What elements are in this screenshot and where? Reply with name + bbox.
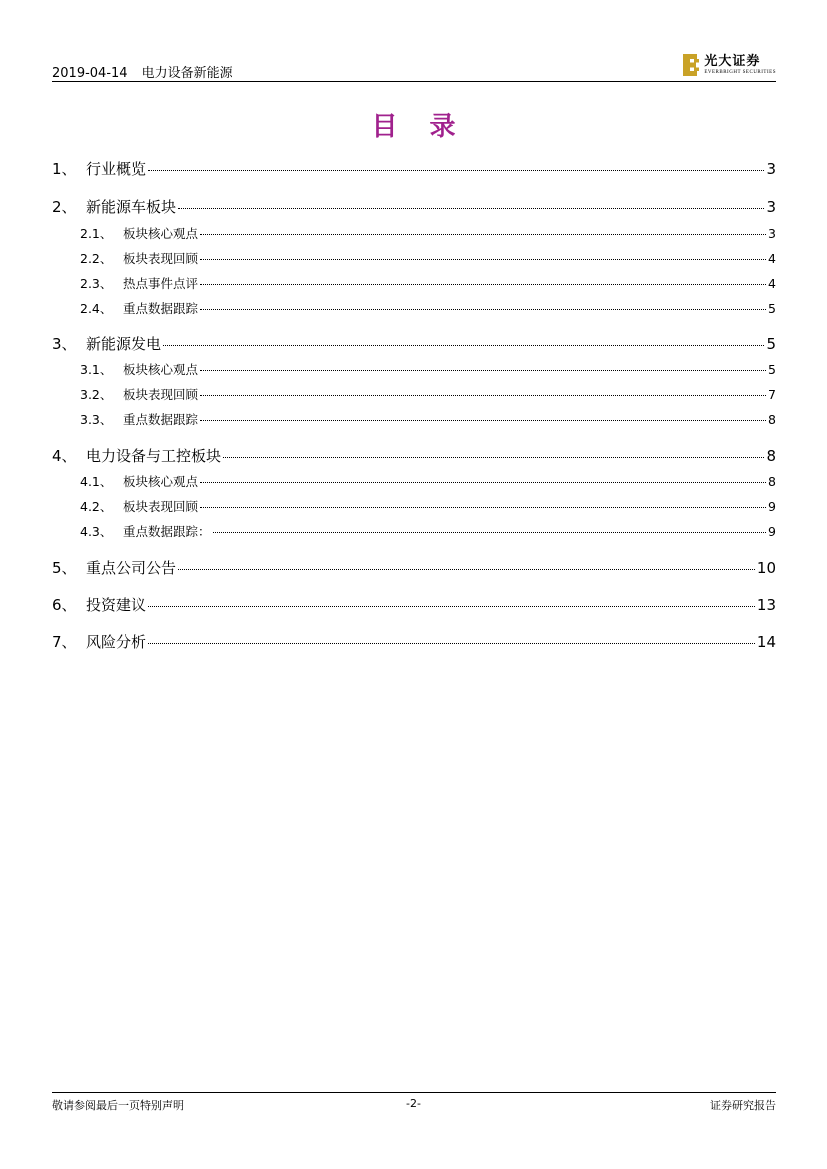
report-date: 2019-04-14 (52, 66, 128, 81)
toc-entry[interactable] (52, 557, 776, 578)
footer-disclaimer: 敬请参阅最后一页特别声明 (52, 1099, 184, 1112)
toc-entry-page: 4 (768, 276, 776, 291)
logo-chinese-name: 光大证券 (704, 54, 761, 69)
toc-entry-label: 板块核心观点 (123, 362, 199, 377)
toc-entry[interactable] (52, 445, 776, 466)
report-sector: 电力设备新能源 (141, 66, 233, 81)
toc-entry-page: 9 (768, 524, 776, 539)
toc-entry[interactable] (52, 631, 776, 652)
page-header (52, 54, 776, 82)
toc-entry-number: 2.2、 (80, 251, 113, 266)
logo-english-name: EVERBRIGHT SECURITIES (704, 70, 776, 75)
toc-entry-number: 5、 (52, 559, 77, 577)
toc-entry-number: 2.3、 (80, 276, 113, 291)
toc-entry-label: 投资建议 (86, 596, 147, 614)
toc-subentry[interactable] (52, 522, 776, 540)
toc-entry-page: 5 (768, 301, 776, 316)
toc-leader (178, 569, 755, 570)
toc-entry-label: 重点数据跟踪： (123, 524, 211, 539)
company-logo (682, 52, 776, 78)
toc-subentry[interactable] (52, 274, 776, 292)
toc-subentry[interactable] (52, 472, 776, 490)
toc-entry-page: 10 (756, 559, 776, 577)
toc-title: 目录 (371, 112, 488, 142)
toc-entry-number: 4.2、 (80, 499, 113, 514)
toc-entry-label: 电力设备与工控板块 (86, 447, 222, 465)
toc-entry-number: 7、 (52, 633, 77, 651)
toc-entry-page: 8 (766, 447, 776, 465)
toc-entry-label: 板块表现回顾 (123, 499, 199, 514)
toc-subentry[interactable] (52, 249, 776, 267)
header-text (52, 62, 233, 81)
toc-entry-number: 2.4、 (80, 301, 113, 316)
logo-mark-icon (682, 53, 700, 77)
toc-entry-page: 5 (768, 362, 776, 377)
toc-entry-page: 7 (768, 387, 776, 402)
page-number: -2- (406, 1097, 421, 1110)
toc-entry-label: 新能源车板块 (86, 198, 177, 216)
toc-entry-number: 3.2、 (80, 387, 113, 402)
toc-leader (200, 259, 766, 260)
toc-entry-number: 1、 (52, 160, 77, 178)
toc-leader (148, 170, 764, 171)
toc-leader (148, 643, 755, 644)
toc-entry-label: 风险分析 (86, 633, 147, 651)
toc-entry-label: 板块核心观点 (123, 474, 199, 489)
toc-entry-number: 2、 (52, 198, 77, 216)
toc-leader (200, 507, 766, 508)
toc-leader (200, 309, 766, 310)
toc-entry-page: 3 (768, 226, 776, 241)
toc-entry-number: 4、 (52, 447, 77, 465)
toc-subentry[interactable] (52, 385, 776, 403)
toc-entry-number: 3、 (52, 335, 77, 353)
toc-entry[interactable] (52, 158, 776, 179)
toc-entry-label: 热点事件点评 (123, 276, 199, 291)
toc-entry[interactable] (52, 594, 776, 615)
toc-leader (163, 345, 764, 346)
footer-category: 证券研究报告 (710, 1099, 776, 1112)
toc-entry-label: 新能源发电 (86, 335, 162, 353)
toc-entry-page: 4 (768, 251, 776, 266)
toc-subentry[interactable] (52, 299, 776, 317)
toc-leader (148, 606, 755, 607)
toc-entry-label: 重点公司公告 (86, 559, 177, 577)
toc-leader (200, 234, 766, 235)
toc-subentry[interactable] (52, 497, 776, 515)
toc-entry-page: 8 (768, 474, 776, 489)
footer-divider (52, 1092, 776, 1093)
toc-entry-number: 6、 (52, 596, 77, 614)
toc-subentry[interactable] (52, 224, 776, 242)
toc-entry-label: 板块表现回顾 (123, 251, 199, 266)
toc-leader (200, 395, 766, 396)
header-divider (52, 81, 776, 82)
toc-entry[interactable] (52, 196, 776, 217)
toc-entry-page: 8 (768, 412, 776, 427)
toc-entry-label: 重点数据跟踪 (123, 412, 199, 427)
toc-entry-number: 3.3、 (80, 412, 113, 427)
toc-leader (178, 208, 764, 209)
toc-leader (200, 284, 766, 285)
toc-entry-page: 9 (768, 499, 776, 514)
toc-entry-number: 4.1、 (80, 474, 113, 489)
toc-entry-number: 4.3、 (80, 524, 113, 539)
toc-entry[interactable] (52, 333, 776, 354)
toc-subentry[interactable] (52, 360, 776, 378)
toc-subentry[interactable] (52, 410, 776, 428)
toc-entry-label: 板块表现回顾 (123, 387, 199, 402)
toc-entry-number: 2.1、 (80, 226, 113, 241)
toc-entry-page: 5 (766, 335, 776, 353)
toc-leader (200, 370, 766, 371)
toc-entry-label: 行业概览 (86, 160, 147, 178)
toc-entry-label: 重点数据跟踪 (123, 301, 199, 316)
toc-leader (213, 532, 767, 533)
toc-leader (200, 482, 766, 483)
toc-leader (223, 457, 764, 458)
toc-entry-label: 板块核心观点 (123, 226, 199, 241)
toc-entry-page: 14 (756, 633, 776, 651)
toc-entry-page: 3 (766, 160, 776, 178)
toc-entry-number: 3.1、 (80, 362, 113, 377)
toc-entry-page: 13 (756, 596, 776, 614)
toc-entry-page: 3 (766, 198, 776, 216)
toc-leader (200, 420, 766, 421)
